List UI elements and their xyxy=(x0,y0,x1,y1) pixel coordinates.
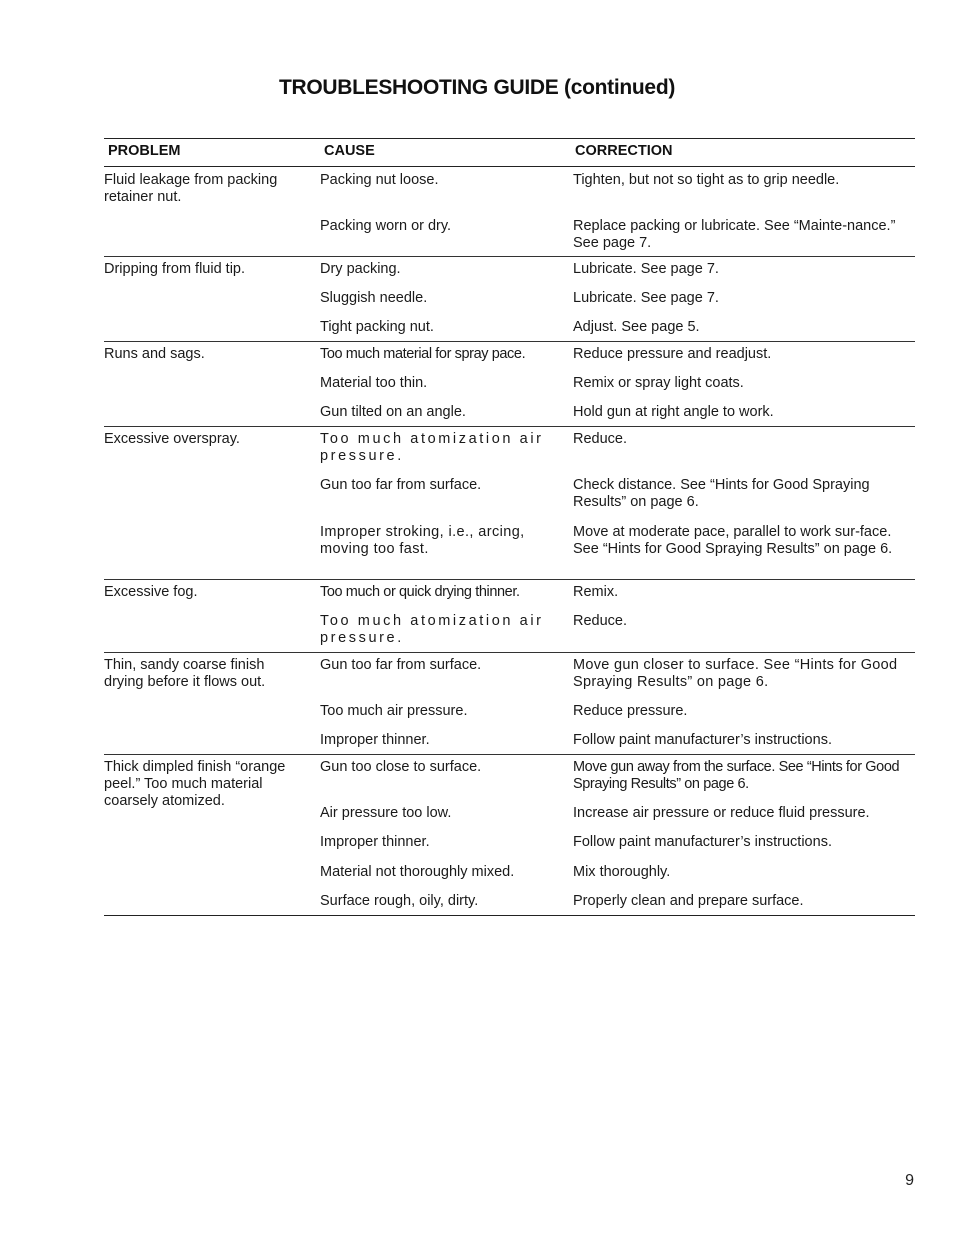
correction-cell: Reduce. xyxy=(573,613,628,629)
cause-cell: Too much atomization air pressure. xyxy=(320,613,544,646)
correction-cell: Properly clean and prepare surface. xyxy=(573,893,804,909)
header-cause: CAUSE xyxy=(324,143,375,159)
correction-cell: Remix. xyxy=(573,584,619,600)
correction-cell: Move gun away from the surface. See “Hints for Good Spraying Results” on page 6. xyxy=(573,759,900,792)
cause-cell: Tight packing nut. xyxy=(320,319,434,335)
correction-cell: Adjust. See page 5. xyxy=(573,319,700,335)
cause-cell: Improper thinner. xyxy=(320,732,430,748)
problem-cell: Runs and sags. xyxy=(104,346,205,362)
correction-cell: Follow paint manufacturer’s instructions. xyxy=(573,732,832,748)
correction-cell: Move gun closer to surface. See “Hints for Good Spraying Results” on page 6. xyxy=(573,657,898,690)
cause-cell: Gun too close to surface. xyxy=(320,759,482,775)
cause-cell: Sluggish needle. xyxy=(320,290,428,306)
correction-cell: Reduce pressure. xyxy=(573,703,688,719)
cause-cell: Improper thinner. xyxy=(320,834,430,850)
troubleshooting-table xyxy=(104,138,915,916)
correction-cell: Follow paint manufacturer’s instructions. xyxy=(573,834,832,850)
correction-cell: Lubricate. See page 7. xyxy=(573,261,719,277)
problem-group xyxy=(104,427,915,580)
problem-group xyxy=(104,653,915,755)
problem-group xyxy=(104,342,915,427)
problem-cell: Dripping from fluid tip. xyxy=(104,261,246,277)
cause-cell: Gun too far from surface. xyxy=(320,657,482,673)
problem-group xyxy=(104,755,915,916)
correction-cell: Tighten, but not so tight as to grip needle. xyxy=(573,172,840,188)
correction-cell: Hold gun at right angle to work. xyxy=(573,404,774,420)
cause-cell: Material not thoroughly mixed. xyxy=(320,864,515,880)
header-problem: PROBLEM xyxy=(108,143,181,159)
correction-cell: Lubricate. See page 7. xyxy=(573,290,719,306)
problem-cell: Excessive fog. xyxy=(104,584,198,600)
page-title: TROUBLESHOOTING GUIDE (continued) xyxy=(278,76,676,99)
problem-cell: Excessive overspray. xyxy=(104,431,240,447)
correction-cell: Reduce pressure and readjust. xyxy=(573,346,772,362)
cause-cell: Too much air pressure. xyxy=(320,703,468,719)
page-number: 9 xyxy=(905,1172,914,1189)
correction-cell: Replace packing or lubricate. See “Mainte-nance.” See page 7. xyxy=(573,218,896,251)
problem-group xyxy=(104,167,915,257)
problem-group xyxy=(104,257,915,342)
header-correction: CORRECTION xyxy=(575,143,673,159)
cause-cell: Packing worn or dry. xyxy=(320,218,452,234)
cause-cell: Surface rough, oily, dirty. xyxy=(320,893,479,909)
cause-cell: Improper stroking, i.e., arcing, moving too fast. xyxy=(320,524,525,557)
cause-cell: Air pressure too low. xyxy=(320,805,452,821)
correction-cell: Move at moderate pace, parallel to work sur-face. See “Hints for Good Spraying Results” on page 6. xyxy=(573,524,893,557)
correction-cell: Remix or spray light coats. xyxy=(573,375,744,391)
correction-cell: Mix thoroughly. xyxy=(573,864,671,880)
cause-cell: Too much atomization air pressure. xyxy=(320,431,544,464)
cause-cell: Too much or quick drying thinner. xyxy=(320,584,520,600)
problem-group xyxy=(104,580,915,653)
correction-cell: Check distance. See “Hints for Good Spraying Results” on page 6. xyxy=(573,477,870,510)
cause-cell: Gun too far from surface. xyxy=(320,477,482,493)
problem-cell: Thin, sandy coarse finish drying before it flows out. xyxy=(104,657,266,690)
cause-cell: Dry packing. xyxy=(320,261,401,277)
correction-cell: Reduce. xyxy=(573,431,628,447)
problem-cell: Fluid leakage from packing retainer nut. xyxy=(104,172,278,205)
problem-cell: Thick dimpled finish “orange peel.” Too much material coarsely atomized. xyxy=(104,759,286,809)
cause-cell: Packing nut loose. xyxy=(320,172,439,188)
cause-cell: Too much material for spray pace. xyxy=(320,346,526,362)
table-header xyxy=(104,138,915,167)
correction-cell: Increase air pressure or reduce fluid pressure. xyxy=(573,805,870,821)
cause-cell: Gun tilted on an angle. xyxy=(320,404,466,420)
cause-cell: Material too thin. xyxy=(320,375,428,391)
